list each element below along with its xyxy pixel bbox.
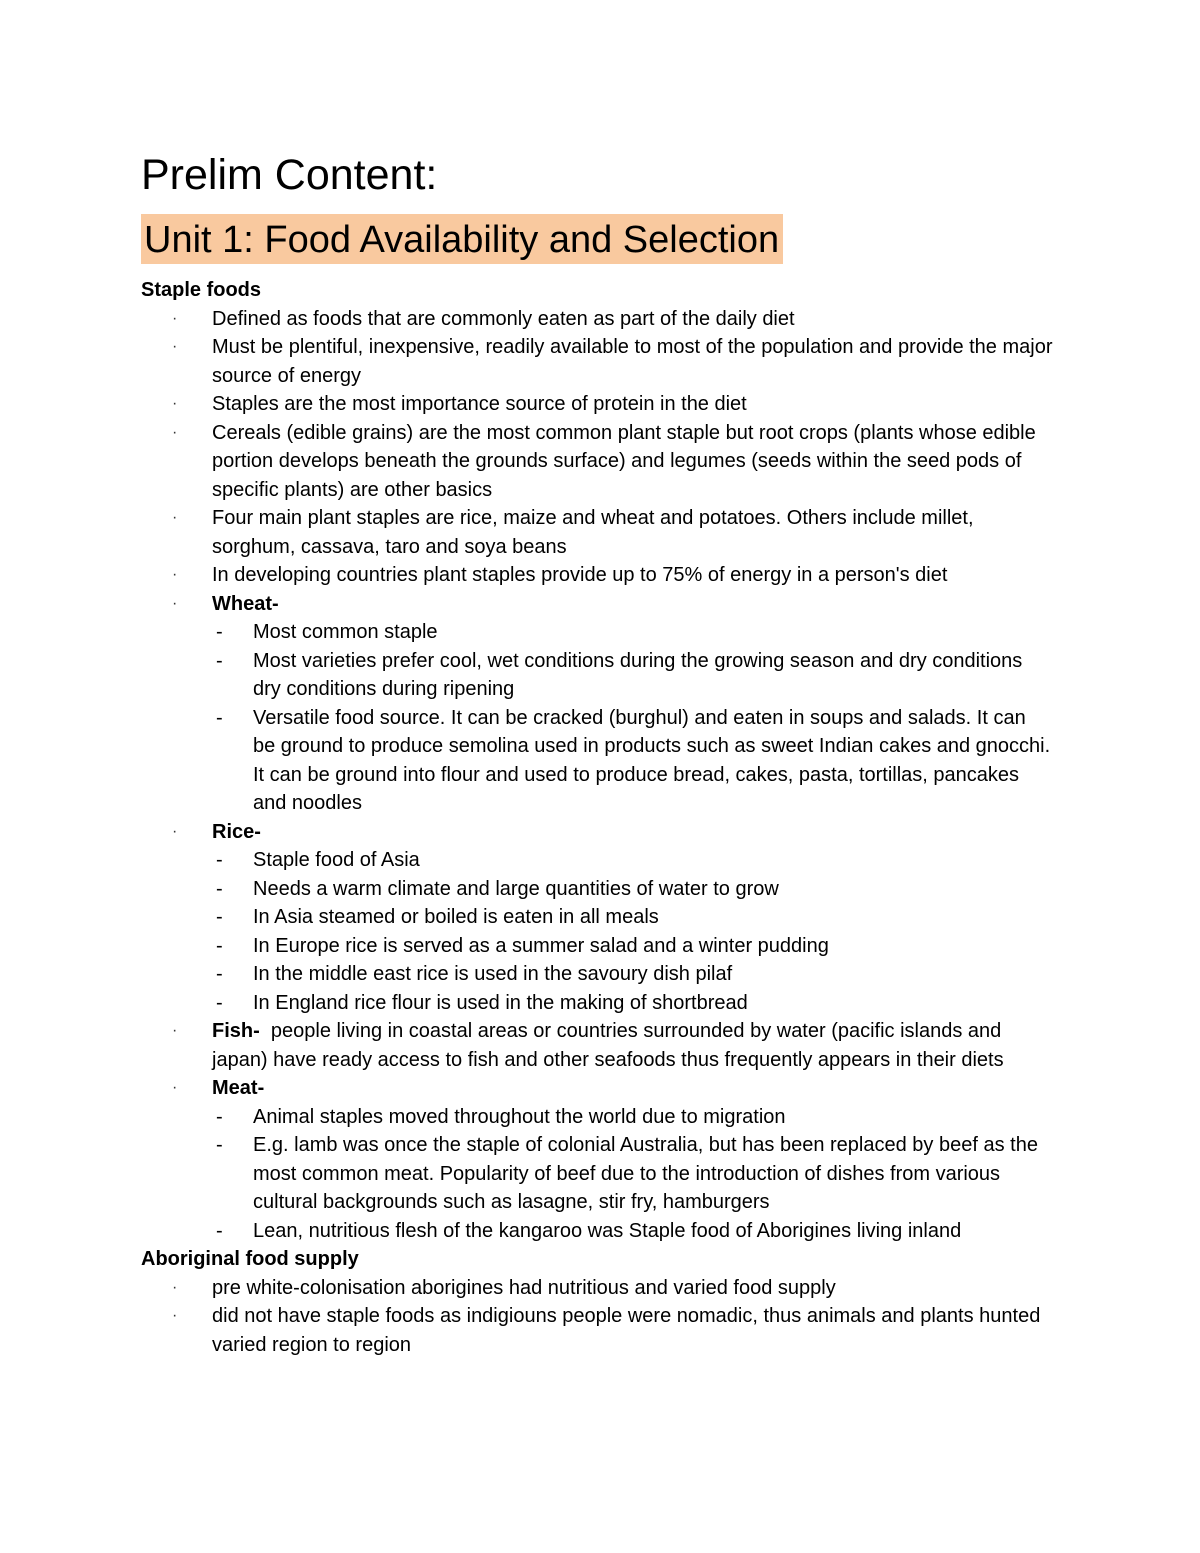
list-item bbox=[0, 390, 1062, 419]
section-heading-aboriginal-food-supply: Aboriginal food supply bbox=[141, 1248, 359, 1270]
list-item-text: Four main plant staples are rice, maize and wheat and potatoes. Others include millet, sorghum, cassava, taro and soya beans bbox=[212, 507, 974, 558]
sub-list-item bbox=[0, 1217, 1053, 1246]
unit-heading: Unit 1: Food Availability and Selection bbox=[141, 214, 783, 264]
dash-marker: - bbox=[216, 991, 223, 1014]
list-item-text: In developing countries plant staples provide up to 75% of energy in a person's diet bbox=[212, 564, 948, 586]
list-item bbox=[0, 561, 1062, 590]
fish-text: people living in coastal areas or countries surrounded by water (pacific islands and japan) have ready access to fish and other seafoods thus frequently appears in their diets bbox=[212, 1020, 1007, 1071]
dash-marker: - bbox=[216, 963, 223, 985]
bullet-marker: · bbox=[172, 1079, 178, 1096]
dash-marker: - bbox=[216, 906, 223, 928]
dash-marker: - bbox=[216, 1105, 223, 1128]
list-item-text: Must be plentiful, inexpensive, readily available to most of the population and provide the major source of energy bbox=[212, 336, 1053, 387]
list-item bbox=[0, 1274, 1062, 1303]
list-item bbox=[0, 333, 1062, 390]
sub-list-item-text: In England rice flour is used in the making of shortbread bbox=[253, 991, 748, 1014]
sub-list-item-text: Needs a warm climate and large quantities of water to grow bbox=[253, 877, 779, 900]
document-body bbox=[0, 276, 1200, 1359]
dash-marker: - bbox=[216, 621, 223, 643]
sub-list-item-text: Most varieties prefer cool, wet conditions during the growing season and dry conditions dry conditions during ripening bbox=[253, 649, 1023, 700]
list-item-wheat bbox=[0, 590, 1062, 619]
bullet-marker: · bbox=[172, 1307, 178, 1324]
dash-marker: - bbox=[216, 877, 223, 900]
list-item-text: Staples are the most importance source of protein in the diet bbox=[212, 393, 747, 415]
list-item-fish bbox=[0, 1017, 1062, 1074]
sub-list-item-text: In the middle east rice is used in the savoury dish pilaf bbox=[253, 963, 733, 985]
list-item-rice bbox=[0, 818, 1062, 847]
sub-list-item bbox=[0, 1103, 1053, 1132]
subheading-rice: Rice- bbox=[212, 820, 261, 843]
bullet-marker: · bbox=[172, 509, 178, 526]
sub-list-item bbox=[0, 846, 1053, 875]
subheading-wheat: Wheat- bbox=[212, 592, 279, 615]
sub-list-item bbox=[0, 989, 1053, 1018]
sub-list-item bbox=[0, 618, 1053, 647]
subheading-fish: Fish- bbox=[212, 1020, 260, 1042]
sub-list-item bbox=[0, 903, 1053, 932]
list-item bbox=[0, 305, 1062, 334]
bullet-marker: · bbox=[172, 423, 178, 441]
sub-list-item bbox=[0, 1131, 1053, 1217]
list-item bbox=[0, 1302, 1062, 1359]
list-item bbox=[0, 504, 1062, 561]
list-item bbox=[0, 419, 1062, 505]
bullet-marker: · bbox=[172, 338, 178, 355]
sub-list-item bbox=[0, 875, 1053, 904]
dash-marker: - bbox=[216, 1134, 223, 1156]
subheading-meat: Meat- bbox=[212, 1077, 265, 1099]
list-item-text: Defined as foods that are commonly eaten as part of the daily diet bbox=[212, 307, 795, 330]
sub-list-item-text: In Asia steamed or boiled is eaten in all meals bbox=[253, 906, 659, 928]
sub-list-item bbox=[0, 932, 1053, 961]
bullet-marker: · bbox=[172, 395, 178, 412]
bullet-marker: · bbox=[172, 594, 178, 612]
bullet-marker: · bbox=[172, 1022, 178, 1039]
bullet-marker: · bbox=[172, 566, 178, 583]
dash-marker: - bbox=[216, 849, 223, 871]
list-item-text: pre white-colonisation aborigines had nutritious and varied food supply bbox=[212, 1276, 836, 1299]
sub-list-item-text: Staple food of Asia bbox=[253, 849, 420, 871]
sub-list-item-text: Animal staples moved throughout the world due to migration bbox=[253, 1105, 786, 1128]
bullet-marker: · bbox=[172, 822, 178, 840]
list-item-text: Cereals (edible grains) are the most common plant staple but root crops (plants whose edible portion develops beneath the grounds surface) and legumes (seeds within the seed pods of specific plants) are other basics bbox=[212, 421, 1036, 501]
dash-marker: - bbox=[216, 1219, 223, 1242]
dash-marker: - bbox=[216, 649, 223, 672]
page-title: Prelim Content: bbox=[141, 151, 438, 199]
sub-list-item bbox=[0, 704, 1053, 818]
list-item-meat bbox=[0, 1074, 1062, 1103]
sub-list-item bbox=[0, 960, 1053, 989]
sub-list-item bbox=[0, 647, 1053, 704]
sub-list-item-text: Versatile food source. It can be cracked (burghul) and eaten in soups and salads. It can be ground to produce semolina used in products such as sweet Indian cakes and gnocchi. It can be ground into flour and used to produce bread, cakes, pasta, tortillas, pancakes and noodles bbox=[253, 706, 1051, 814]
sub-list-item-text: Lean, nutritious flesh of the kangaroo was Staple food of Aborigines living inland bbox=[253, 1219, 962, 1242]
dash-marker: - bbox=[216, 706, 223, 729]
sub-list-item-text: Most common staple bbox=[253, 621, 438, 643]
bullet-marker: · bbox=[172, 309, 178, 327]
sub-list-item-text: In Europe rice is served as a summer salad and a winter pudding bbox=[253, 934, 829, 957]
list-item-text: did not have staple foods as indigiouns people were nomadic, thus animals and plants hunted varied region to region bbox=[212, 1305, 1041, 1356]
section-heading-staple-foods: Staple foods bbox=[141, 279, 262, 301]
bullet-marker: · bbox=[172, 1278, 178, 1296]
sub-list-item-text: E.g. lamb was once the staple of colonial Australia, but has been replaced by beef as the most common meat. Popularity of beef due to the introduction of dishes from various cultural backgrounds such as lasagne, stir fry, hamburgers bbox=[253, 1134, 1038, 1213]
dash-marker: - bbox=[216, 934, 223, 957]
